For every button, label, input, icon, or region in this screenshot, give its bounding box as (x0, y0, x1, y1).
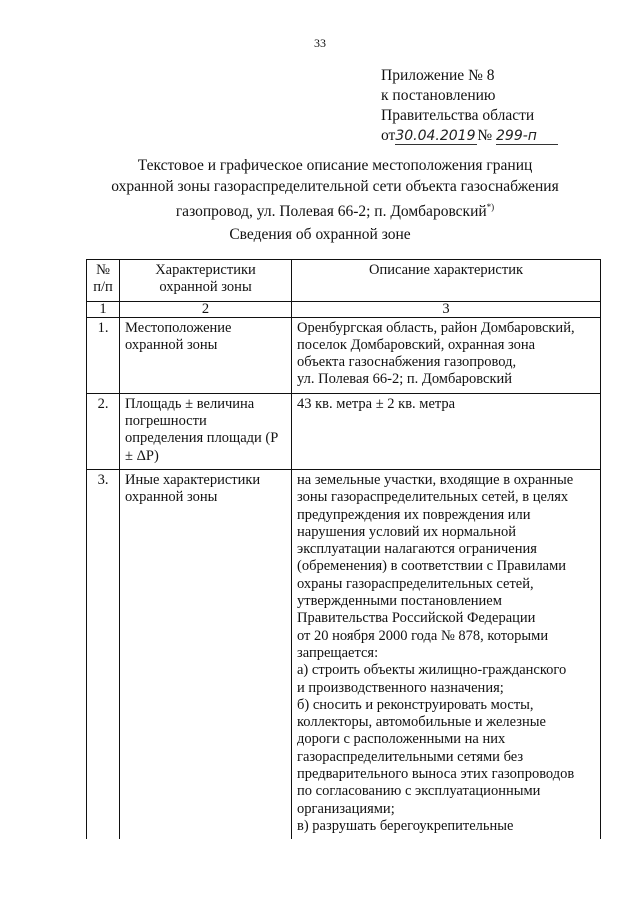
description-line: организациями; (297, 800, 395, 817)
description-line: объекта газоснабжения газопровод, (297, 354, 517, 371)
description-line: на земельные участки, входящие в охранные (297, 471, 574, 488)
row-number: 3. (87, 469, 120, 839)
description-line: от 20 ноября 2000 года № 878, которыми (297, 627, 549, 644)
row-description (292, 469, 601, 839)
description-line: ул. Полевая 66-2; п. Домбаровский (297, 371, 513, 388)
description-line: охраны газораспределительных сетей, (297, 575, 534, 592)
header-characteristic: Характеристики охранной зоны (120, 260, 292, 302)
header-number: № п/п (87, 260, 120, 302)
column-number: 3 (292, 301, 601, 317)
appendix-line-2: к постановлению (381, 87, 496, 104)
row-number: 1. (87, 317, 120, 393)
appendix-date-line (381, 126, 558, 146)
appendix-block (381, 66, 558, 146)
description-line: коллекторы, автомобильные и железные (297, 714, 546, 731)
footnote-mark: *) (486, 202, 495, 212)
title-line-3-wrap (60, 197, 610, 223)
row-characteristic: Иные характеристики охранной зоны (120, 469, 292, 839)
description-line: запрещается: (297, 644, 379, 661)
row-description (292, 317, 601, 393)
header-description: Описание характеристик (292, 260, 601, 302)
section-subtitle: Сведения об охранной зоне (229, 226, 411, 243)
description-line: (обременения) в соответствии с Правилами (297, 558, 567, 575)
description-line: в) разрушать берегоукрепительные (297, 817, 514, 834)
row-description (292, 393, 601, 469)
description-line: предупреждения их повреждения или (297, 506, 531, 523)
description-line: нарушения условий их нормальной (297, 523, 517, 540)
column-number: 1 (87, 301, 120, 317)
column-number-row (87, 301, 601, 317)
description-line: зоны газораспределительных сетей, в целях (297, 489, 569, 506)
date-prefix: от (381, 127, 396, 144)
description-line: по согласованию с эксплуатационными (297, 783, 541, 800)
row-number: 2. (87, 393, 120, 469)
appendix-line-1: Приложение № 8 (381, 67, 495, 84)
handwritten-date: 30.04.2019 (395, 128, 476, 144)
number-prefix: № (477, 127, 493, 144)
title-line-3: газопровод, ул. Полевая 66-2; п. Домбаровский (175, 203, 487, 221)
row-characteristic: Площадь ± величина погрешности определения площади (P ± ΔP) (120, 393, 292, 469)
title-line-2: охранной зоны газораспределительной сети объекта газоснабжения (111, 177, 559, 195)
title-line-1: Текстовое и графическое описание местоположения границ (137, 157, 533, 174)
description-line: поселок Домбаровский, охранная зона (297, 336, 536, 353)
handwritten-number: 299-п (496, 128, 558, 145)
description-line: и производственного назначения; (297, 679, 504, 696)
row-characteristic: Местоположение охранной зоны (120, 317, 292, 393)
description-line: 43 кв. метра ± 2 кв. метра (297, 395, 456, 412)
description-line: Правительства Российской Федерации (297, 610, 536, 627)
appendix-line-3: Правительства области (381, 107, 535, 124)
description-line: б) сносить и реконструировать мосты, (297, 696, 534, 713)
table-row (87, 317, 601, 393)
description-line: предварительного выноса этих газопроводов (297, 766, 575, 783)
table-header-row (87, 260, 601, 302)
protection-zone-table (86, 259, 601, 839)
description-line: а) строить объекты жилищно-гражданского (297, 662, 567, 679)
table-row (87, 393, 601, 469)
description-line: эксплуатации налагаются ограничения (297, 541, 537, 558)
description-line: дороги с расположенными на них (297, 731, 506, 748)
description-line: газораспределительными сетями без (297, 748, 524, 765)
description-line: утвержденными постановлением (297, 593, 502, 610)
table-body (87, 317, 601, 839)
column-number: 2 (120, 301, 292, 317)
page-number: 33 (314, 36, 326, 50)
document-title (60, 156, 610, 223)
description-line: Оренбургская область, район Домбаровский, (297, 319, 575, 336)
table-row (87, 469, 601, 839)
